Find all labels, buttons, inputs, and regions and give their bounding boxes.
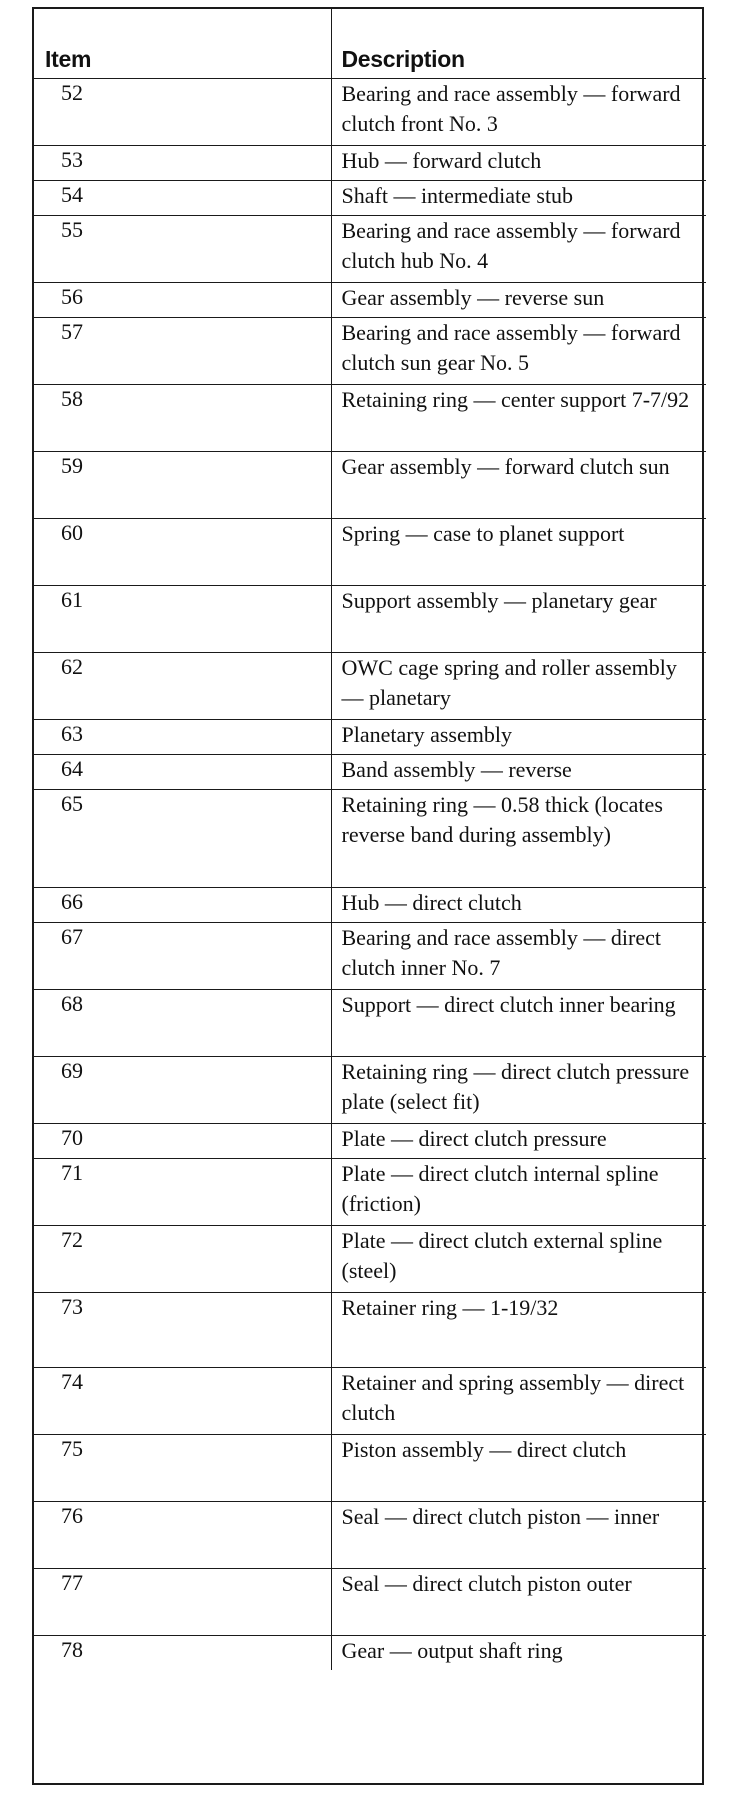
item-number: 54 [34,181,331,216]
item-description: Retaining ring — center support 7-7/92 [331,385,706,452]
item-number: 69 [34,1057,331,1124]
table-row [34,216,706,283]
item-number: 58 [34,385,331,452]
table-row [34,888,706,923]
table-row [34,1502,706,1569]
table-row [34,1124,706,1159]
item-description: Bearing and race assembly — forward clutch sun gear No. 5 [331,318,706,385]
table-row [34,1569,706,1636]
item-number: 74 [34,1368,331,1435]
item-description: Bearing and race assembly — direct clutch inner No. 7 [331,923,706,990]
table-row [34,452,706,519]
item-number: 76 [34,1502,331,1569]
item-description: Shaft — intermediate stub [331,181,706,216]
item-number: 70 [34,1124,331,1159]
item-description: Spring — case to planet support [331,519,706,586]
item-number: 71 [34,1159,331,1226]
table-row [34,146,706,181]
item-number: 77 [34,1569,331,1636]
item-description: Plate — direct clutch external spline (steel) [331,1226,706,1293]
table-row [34,1293,706,1368]
item-description: Gear assembly — reverse sun [331,283,706,318]
table-row [34,318,706,385]
table-row [34,653,706,720]
table-header-row [34,9,706,79]
item-number: 61 [34,586,331,653]
item-number: 72 [34,1226,331,1293]
item-description: Gear — output shaft ring [331,1636,706,1671]
item-description: Hub — direct clutch [331,888,706,923]
table-row [34,79,706,146]
item-description: Bearing and race assembly — forward clutch front No. 3 [331,79,706,146]
item-description: Plate — direct clutch internal spline (friction) [331,1159,706,1226]
table-row [34,923,706,990]
item-description: Support assembly — planetary gear [331,586,706,653]
table-row [34,755,706,790]
item-number: 55 [34,216,331,283]
table-row [34,385,706,452]
item-description: Retaining ring — direct clutch pressure plate (select fit) [331,1057,706,1124]
table-row [34,586,706,653]
item-description: Piston assembly — direct clutch [331,1435,706,1502]
item-description: OWC cage spring and roller assembly — planetary [331,653,706,720]
parts-table-frame [32,7,704,1785]
item-description: Seal — direct clutch piston outer [331,1569,706,1636]
item-number: 63 [34,720,331,755]
item-description: Support — direct clutch inner bearing [331,990,706,1057]
item-number: 65 [34,790,331,888]
item-number: 68 [34,990,331,1057]
item-number: 64 [34,755,331,790]
item-number: 78 [34,1636,331,1671]
item-description: Seal — direct clutch piston — inner [331,1502,706,1569]
parts-table [34,9,706,1670]
item-number: 73 [34,1293,331,1368]
table-row [34,181,706,216]
item-description: Retainer and spring assembly — direct clutch [331,1368,706,1435]
item-number: 60 [34,519,331,586]
item-description: Planetary assembly [331,720,706,755]
item-number: 53 [34,146,331,181]
table-row [34,1636,706,1671]
item-description: Band assembly — reverse [331,755,706,790]
item-number: 56 [34,283,331,318]
table-row [34,990,706,1057]
item-number: 75 [34,1435,331,1502]
description-column-header: Description [331,9,706,79]
item-number: 52 [34,79,331,146]
item-description: Bearing and race assembly — forward clutch hub No. 4 [331,216,706,283]
item-description: Plate — direct clutch pressure [331,1124,706,1159]
table-row [34,1159,706,1226]
table-row [34,519,706,586]
item-number: 59 [34,452,331,519]
table-row [34,790,706,888]
item-description: Hub — forward clutch [331,146,706,181]
item-number: 67 [34,923,331,990]
item-description: Retaining ring — 0.58 thick (locates reverse band during assembly) [331,790,706,888]
table-row [34,1226,706,1293]
item-number: 66 [34,888,331,923]
item-column-header: Item [34,9,331,79]
table-row [34,720,706,755]
table-row [34,1368,706,1435]
item-number: 62 [34,653,331,720]
item-description: Gear assembly — forward clutch sun [331,452,706,519]
table-row [34,1057,706,1124]
item-number: 57 [34,318,331,385]
table-row [34,283,706,318]
table-row [34,1435,706,1502]
item-description: Retainer ring — 1-19/32 [331,1293,706,1368]
